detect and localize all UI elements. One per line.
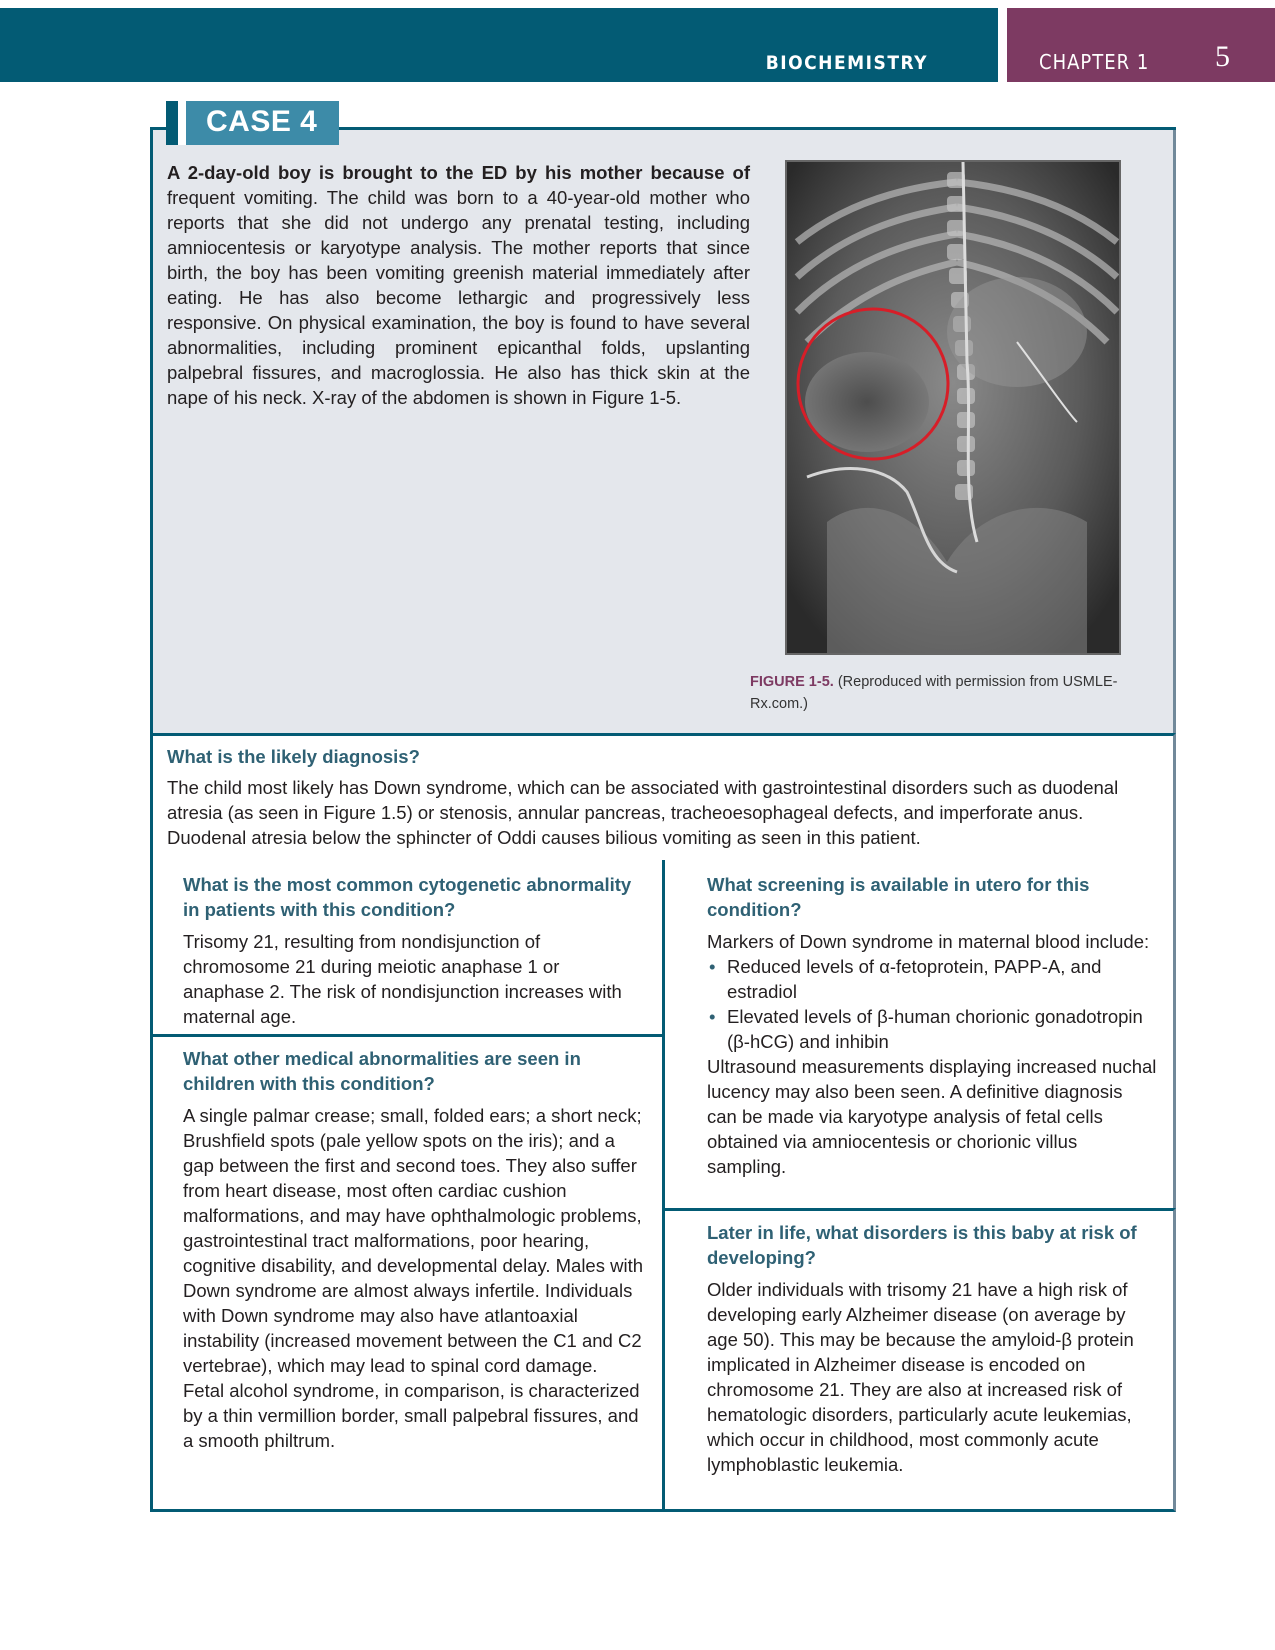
xray-graphic: [787, 162, 1119, 653]
screening-answer: [707, 929, 1157, 1179]
header-subject-bar: [0, 8, 998, 82]
cytogenetic-answer: Trisomy 21, resulting from nondisjunction of chromosome 21 during meiotic anaphase 1 or anaphase 2. The risk of nondisjunction increases with maternal age.: [183, 931, 622, 1027]
page-number: 5: [1215, 40, 1230, 73]
case-divider-line: [339, 127, 1176, 130]
screening-bullet-list: [707, 954, 1157, 1054]
abdominal-xray-image: [785, 160, 1121, 655]
other-abnormalities-question: What other medical abnormalities are seen in children with this condition?: [183, 1048, 581, 1094]
screening-bullet: • Reduced levels of α-fetoprotein, PAPP-A, and estradiol: [707, 954, 1157, 1004]
case-intro-bold: A 2-day-old boy is brought to the ED by his mother because of: [167, 162, 750, 183]
case-label: [166, 101, 339, 145]
case-vignette: [167, 160, 750, 410]
screening-outro: Ultrasound measurements displaying increased nuchal lucency may also been seen. A definitive diagnosis can be made via karyotype analysis of fetal cells obtained via amniocentesis or chorionic villus sampling.: [707, 1056, 1157, 1177]
header-chapter-bar: [1007, 8, 1275, 82]
case-label-accent: [166, 101, 178, 145]
later-life-question: Later in life, what disorders is this baby at risk of developing?: [707, 1222, 1137, 1268]
screening-bullet: • Elevated levels of β-human chorionic gonadotropin (β-hCG) and inhibin: [707, 1004, 1157, 1054]
screening-question: What screening is available in utero for this condition?: [707, 874, 1090, 920]
chapter-title: CHAPTER 1: [1039, 50, 1150, 74]
subject-title: BIOCHEMISTRY: [765, 52, 928, 74]
case-intro-text: frequent vomiting. The child was born to a 40-year-old mother who reports that she did not undergo any prenatal testing, including amniocentesis or karyotype analysis. The mother reports that since birth, the boy has been vomiting greenish material immediately after eating. He has also become lethargic and progressively less responsive. On physical examination, the boy is found to have several abnormalities, including prominent epicanthal folds, upslanting palpebral fissures, and macroglossia. He also has thick skin at the nape of his neck. X-ray of the abdomen is shown in Figure 1-5.: [167, 187, 750, 408]
case-divider-line-left: [150, 127, 166, 130]
later-life-answer: Older individuals with trisomy 21 have a high risk of developing early Alzheimer disease (on average by age 50). This may be because the amyloid-β protein implicated in Alzheimer disease is encoded on chromosome 21. They are also at increased risk of hematologic disorders, particularly acute leukemias, which occur in childhood, most commonly acute lymphoblastic leukemia.: [707, 1279, 1134, 1475]
screening-intro: Markers of Down syndrome in maternal blood include:: [707, 931, 1150, 952]
diagnosis-question: What is the likely diagnosis?: [167, 746, 420, 767]
diagnosis-answer: The child most likely has Down syndrome, which can be associated with gastrointestinal disorders such as duodenal atresia (as seen in Figure 1.5) or stenosis, annular pancreas, tracheoesophageal defects, and imperforate anus. Duodenal atresia below the sphincter of Oddi causes bilious vomiting as seen in this patient.: [167, 777, 1119, 848]
figure-label: FIGURE 1-5.: [750, 674, 834, 690]
cytogenetic-question: What is the most common cytogenetic abnormality in patients with this condition?: [183, 874, 632, 920]
figure-caption-text: (Reproduced with permission from USMLE-Rx.com.): [750, 674, 1118, 712]
figure-caption: [750, 671, 1130, 715]
case-label-text: CASE 4: [206, 105, 318, 138]
case-label-stripe: [178, 101, 186, 145]
other-abnormalities-answer: A single palmar crease; small, folded ears; a short neck; Brushfield spots (pale yellow spots on the iris); and a gap between the first and second toes. They also suffer from heart disease, most often cardiac cushion malformations, and may have ophthalmologic problems, gastrointestinal tract malformations, poor hearing, cognitive disability, and developmental delay. Males with Down syndrome are almost always infertile. Individuals with Down syndrome may also have atlantoaxial instability (increased movement between the C1 and C2 vertebrae), which may lead to spinal cord damage. Fetal alcohol syndrome, in comparison, is characterized by a thin vermillion border, small palpebral fissures, and a smooth philtrum.: [183, 1105, 644, 1451]
